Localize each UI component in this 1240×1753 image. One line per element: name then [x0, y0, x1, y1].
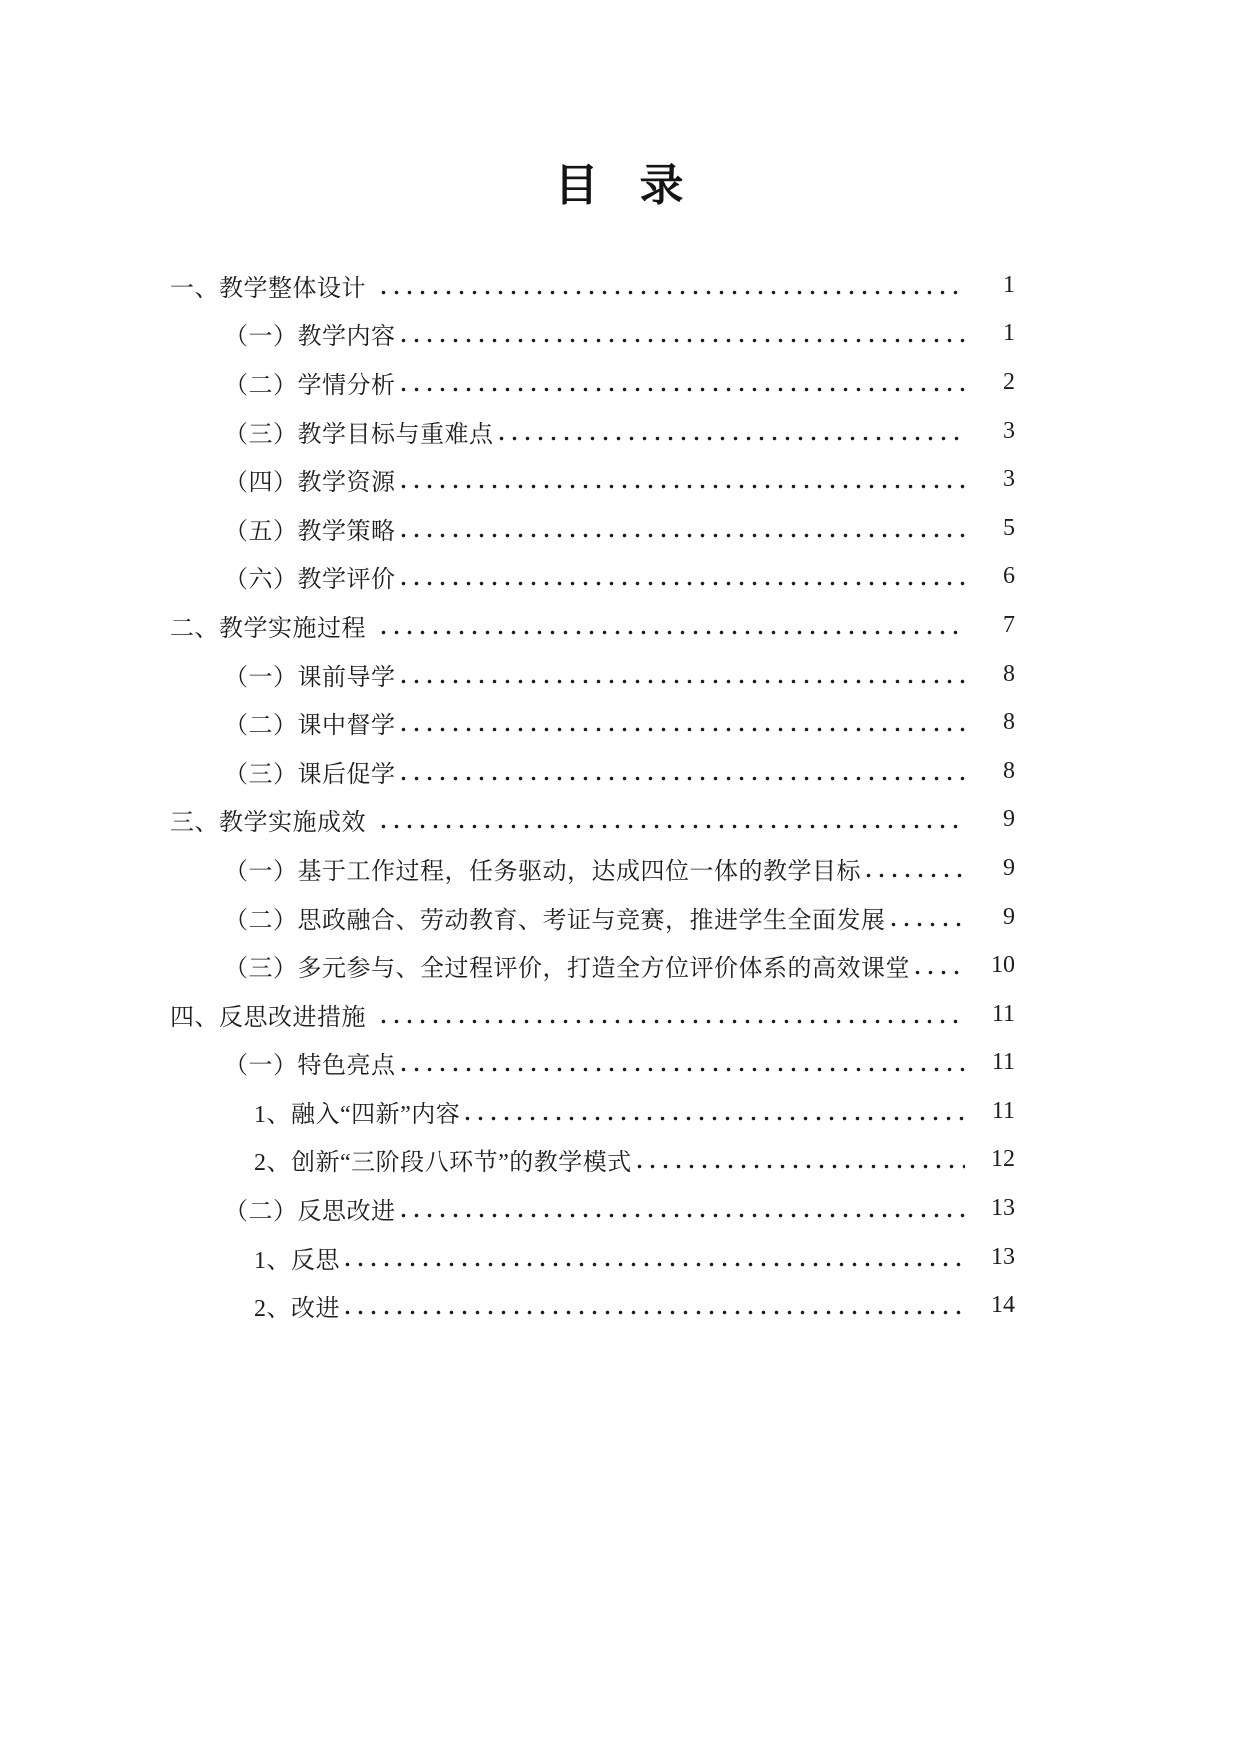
- page-title: 目 录: [554, 161, 686, 210]
- toc-entry-page: 11: [991, 1000, 1015, 1027]
- dot-leader: [465, 1116, 965, 1121]
- dot-leader: [401, 1067, 966, 1072]
- toc-entry: [170, 261, 1015, 310]
- toc-entry-label: 2、创新“三阶段八环节”的教学模式: [254, 1150, 632, 1177]
- dot-leader: [401, 387, 966, 392]
- toc-entry-page: 1: [1003, 271, 1015, 298]
- toc-entry: [170, 650, 1015, 699]
- toc-entry: [170, 1087, 1015, 1136]
- toc-entry-page: 8: [1003, 757, 1015, 784]
- toc-entry-page: 11: [991, 1097, 1015, 1124]
- toc-entry-page: 8: [1003, 660, 1015, 687]
- toc-entry-label: （二）学情分析: [224, 372, 396, 399]
- toc-entry: [170, 455, 1015, 504]
- toc-entry-label: 二、教学实施过程: [170, 615, 366, 642]
- toc-entry-page: 1: [1003, 320, 1015, 347]
- dot-leader: [401, 679, 966, 684]
- dot-leader: [401, 1213, 966, 1218]
- dot-leader: [401, 338, 966, 343]
- toc-entry-page: 6: [1003, 563, 1015, 590]
- toc-entry: [170, 1281, 1015, 1330]
- toc-entry: [170, 844, 1015, 893]
- toc-entry: [170, 1233, 1015, 1282]
- toc-entry: [170, 747, 1015, 796]
- toc-entry-page: 3: [1003, 417, 1015, 444]
- toc-entry-label: （三）课后促学: [224, 761, 396, 788]
- toc-entry-page: 13: [991, 1195, 1015, 1222]
- toc-entry: [170, 1039, 1015, 1088]
- toc-entry-label: （三）教学目标与重难点: [224, 421, 494, 448]
- toc-entry-label: 2、改进: [254, 1296, 340, 1323]
- toc-entry-label: （二）课中督学: [224, 713, 396, 740]
- toc-entry: [170, 698, 1015, 747]
- toc-entry-label: （一）基于工作过程，任务驱动，达成四位一体的教学目标: [224, 858, 861, 885]
- toc-entry-page: 10: [991, 952, 1015, 979]
- dot-leader: [345, 1310, 965, 1315]
- toc-entry: [170, 941, 1015, 990]
- toc-entry-label: （三）多元参与、全过程评价，打造全方位评价体系的高效课堂: [224, 956, 910, 983]
- toc-entry-label: （五）教学策略: [224, 518, 396, 545]
- dot-leader: [637, 1164, 965, 1169]
- toc-entry-label: （四）教学资源: [224, 470, 396, 497]
- toc-entry: [170, 358, 1015, 407]
- dot-leader: [381, 630, 965, 635]
- toc-entry: [170, 1136, 1015, 1185]
- toc-entry-label: （二）思政融合、劳动教育、考证与竞赛，推进学生全面发展: [224, 907, 886, 934]
- dot-leader: [381, 1019, 965, 1024]
- toc-entry-page: 13: [991, 1243, 1015, 1270]
- toc-entry-label: （一）教学内容: [224, 324, 396, 351]
- toc-entry-page: 7: [1003, 611, 1015, 638]
- toc-entry: [170, 990, 1015, 1039]
- dot-leader: [345, 1262, 965, 1267]
- toc-entry-label: 四、反思改进措施: [170, 1004, 366, 1031]
- dot-leader: [401, 484, 966, 489]
- toc-entry-label: （一）课前导学: [224, 664, 396, 691]
- toc-entry-label: 一、教学整体设计: [170, 275, 366, 302]
- toc-entry-page: 2: [1003, 368, 1015, 395]
- toc-entry: [170, 1184, 1015, 1233]
- dot-leader: [401, 727, 966, 732]
- dot-leader: [381, 824, 965, 829]
- dot-leader: [866, 873, 965, 878]
- toc-entry: [170, 310, 1015, 359]
- dot-leader: [915, 970, 965, 975]
- toc-entry-page: 8: [1003, 709, 1015, 736]
- toc-entry-page: 5: [1003, 514, 1015, 541]
- toc-entry-page: 9: [1003, 854, 1015, 881]
- toc-entry: [170, 553, 1015, 602]
- toc-entry: [170, 407, 1015, 456]
- dot-leader: [401, 776, 966, 781]
- toc-entry: [170, 796, 1015, 845]
- toc-entry-page: 14: [991, 1292, 1015, 1319]
- toc-list: [170, 261, 1015, 1330]
- dot-leader: [499, 436, 966, 441]
- dot-leader: [401, 581, 966, 586]
- toc-entry: [170, 601, 1015, 650]
- toc-entry-page: 12: [991, 1146, 1015, 1173]
- toc-entry-page: 11: [991, 1049, 1015, 1076]
- toc-entry-page: 3: [1003, 466, 1015, 493]
- toc-entry-label: 1、融入“四新”内容: [254, 1101, 461, 1128]
- toc-entry-page: 9: [1003, 903, 1015, 930]
- toc-entry-label: （一）特色亮点: [224, 1053, 396, 1080]
- toc-entry-label: 三、教学实施成效: [170, 810, 366, 837]
- dot-leader: [401, 533, 966, 538]
- dot-leader: [891, 922, 966, 927]
- toc-entry-label: （六）教学评价: [224, 567, 396, 594]
- toc-entry-label: 1、反思: [254, 1247, 340, 1274]
- dot-leader: [381, 290, 965, 295]
- toc-entry: [170, 893, 1015, 942]
- toc-entry: [170, 504, 1015, 553]
- toc-entry-label: （二）反思改进: [224, 1199, 396, 1226]
- toc-entry-page: 9: [1003, 806, 1015, 833]
